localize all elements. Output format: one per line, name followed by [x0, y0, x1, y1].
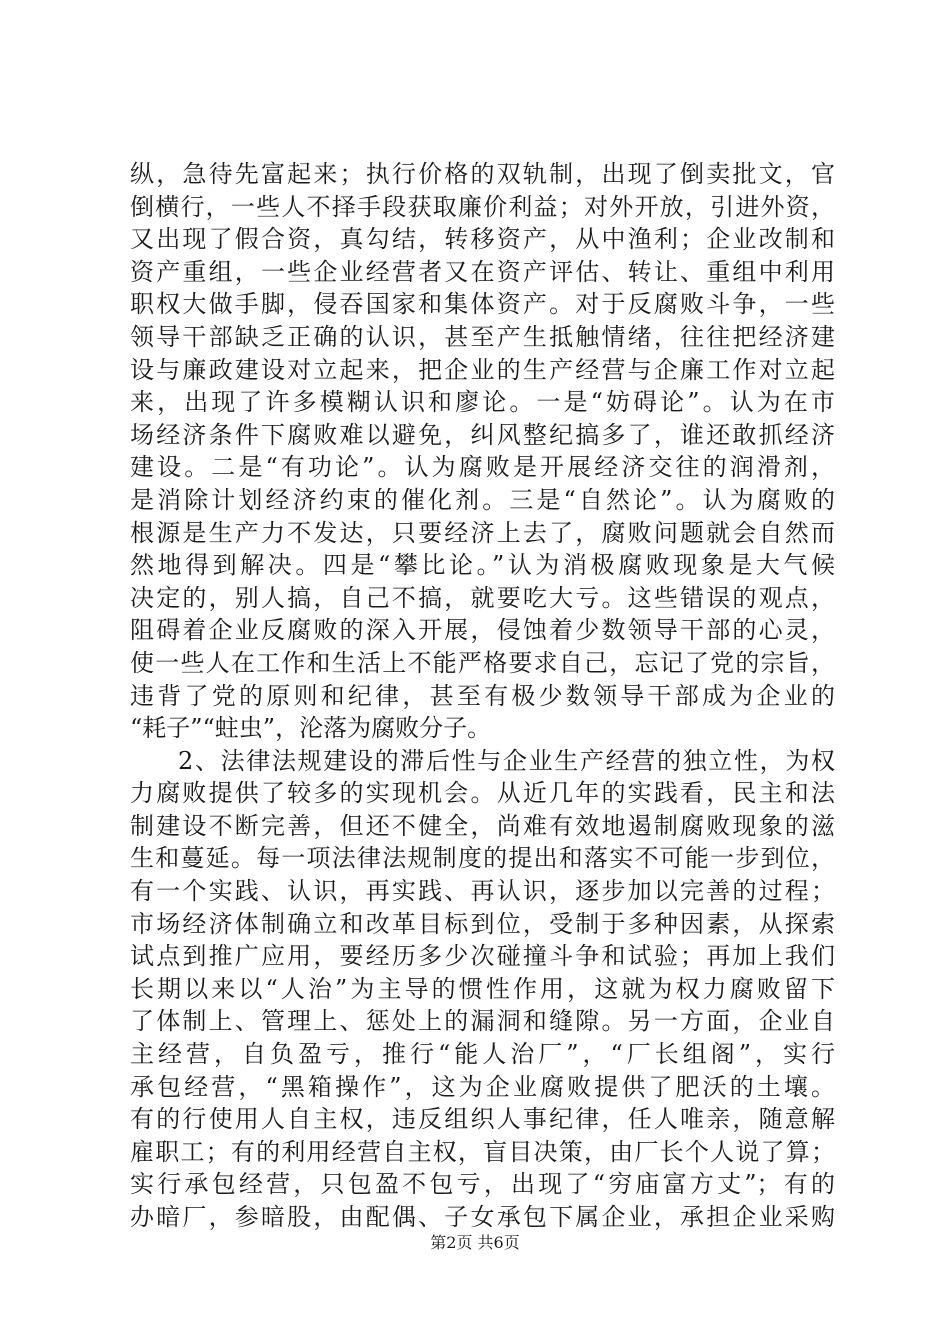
text-line: 长期以来以“人治”为主导的惯性作用，这就为权力腐败留下 — [130, 974, 835, 1003]
text-line: 阻碍着企业反腐败的深入开展，侵蚀着少数领导干部的心灵， — [130, 616, 835, 645]
text-line: 是消除计划经济约束的催化剂。三是“自然论”。认为腐败的 — [130, 485, 835, 514]
text-line: “耗子”“蛀虫”，沦落为腐败分子。 — [130, 714, 492, 743]
text-line: 试点到推广应用，要经历多少次碰撞斗争和试验；再加上我们 — [130, 942, 835, 971]
page-number-footer: 第2页 共6页 — [430, 1233, 520, 1252]
body-text — [130, 158, 835, 1234]
text-line: 雇职工；有的利用经营自主权，盲目决策，由厂长个人说了算； — [130, 1137, 835, 1166]
text-line: 实行承包经营，只包盈不包亏，出现了“穷庙富方丈”；有的 — [130, 1170, 835, 1199]
text-line: 承包经营，“黑箱操作”，这为企业腐败提供了肥沃的土壤。 — [130, 1072, 835, 1101]
text-line: 又出现了假合资，真勾结，转移资产，从中渔利；企业改制和 — [130, 225, 835, 254]
paragraph-start-line: 2、法律法规建设的滞后性与企业生产经营的独立性，为权 — [178, 746, 835, 775]
text-line: 市场经济体制确立和改革目标到位，受制于多种因素，从探索 — [130, 909, 835, 938]
text-line: 建设。二是“有功论”。认为腐败是开展经济交往的润滑剂， — [130, 453, 835, 482]
text-line: 了体制上、管理上、惩处上的漏洞和缝隙。另一方面，企业自 — [130, 1007, 835, 1036]
text-line: 办暗厂，参暗股，由配偶、子女承包下属企业，承担企业采购 — [130, 1203, 835, 1231]
text-line: 来，出现了许多模糊认识和廖论。一是“妨碍论”。认为在市 — [130, 388, 835, 417]
text-line: 资产重组，一些企业经营者又在资产评估、转让、重组中利用 — [130, 257, 835, 286]
text-line: 违背了党的原则和纪律，甚至有极少数领导干部成为企业的 — [130, 681, 835, 710]
text-line: 纵，急待先富起来；执行价格的双轨制，出现了倒卖批文，官 — [130, 160, 835, 188]
text-line: 生和蔓延。每一项法律法规制度的提出和落实不可能一步到位， — [130, 844, 835, 873]
text-line: 制建设不断完善，但还不健全，尚难有效地遏制腐败现象的滋 — [130, 811, 835, 840]
text-line: 力腐败提供了较多的实现机会。从近几年的实践看，民主和法 — [130, 779, 835, 808]
text-line: 倒横行，一些人不择手段获取廉价利益；对外开放，引进外资， — [130, 192, 835, 221]
text-line: 使一些人在工作和生活上不能严格要求自己，忘记了党的宗旨， — [130, 648, 835, 677]
text-line: 主经营，自负盈亏，推行“能人治厂”，“厂长组阁”，实行 — [130, 1040, 835, 1069]
text-line: 设与廉政建设对立起来，把企业的生产经营与企廉工作对立起 — [130, 355, 835, 384]
text-line: 场经济条件下腐败难以避免，纠风整纪搞多了，谁还敢抓经济 — [130, 420, 835, 449]
text-line: 决定的，别人搞，自己不搞，就要吃大亏。这些错误的观点， — [130, 583, 835, 612]
text-line: 职权大做手脚，侵吞国家和集体资产。对于反腐败斗争，一些 — [130, 290, 835, 319]
text-line: 领导干部缺乏正确的认识，甚至产生抵触情绪，往往把经济建 — [130, 322, 835, 351]
text-line: 然地得到解决。四是“攀比论。”认为消极腐败现象是大气候 — [130, 551, 835, 580]
text-line: 有的行使用人自主权，违反组织人事纪律，任人唯亲，随意解 — [130, 1105, 835, 1134]
text-line: 根源是生产力不发达，只要经济上去了，腐败问题就会自然而 — [130, 518, 835, 547]
text-line: 有一个实践、认识，再实践、再认识，逐步加以完善的过程； — [130, 877, 835, 906]
